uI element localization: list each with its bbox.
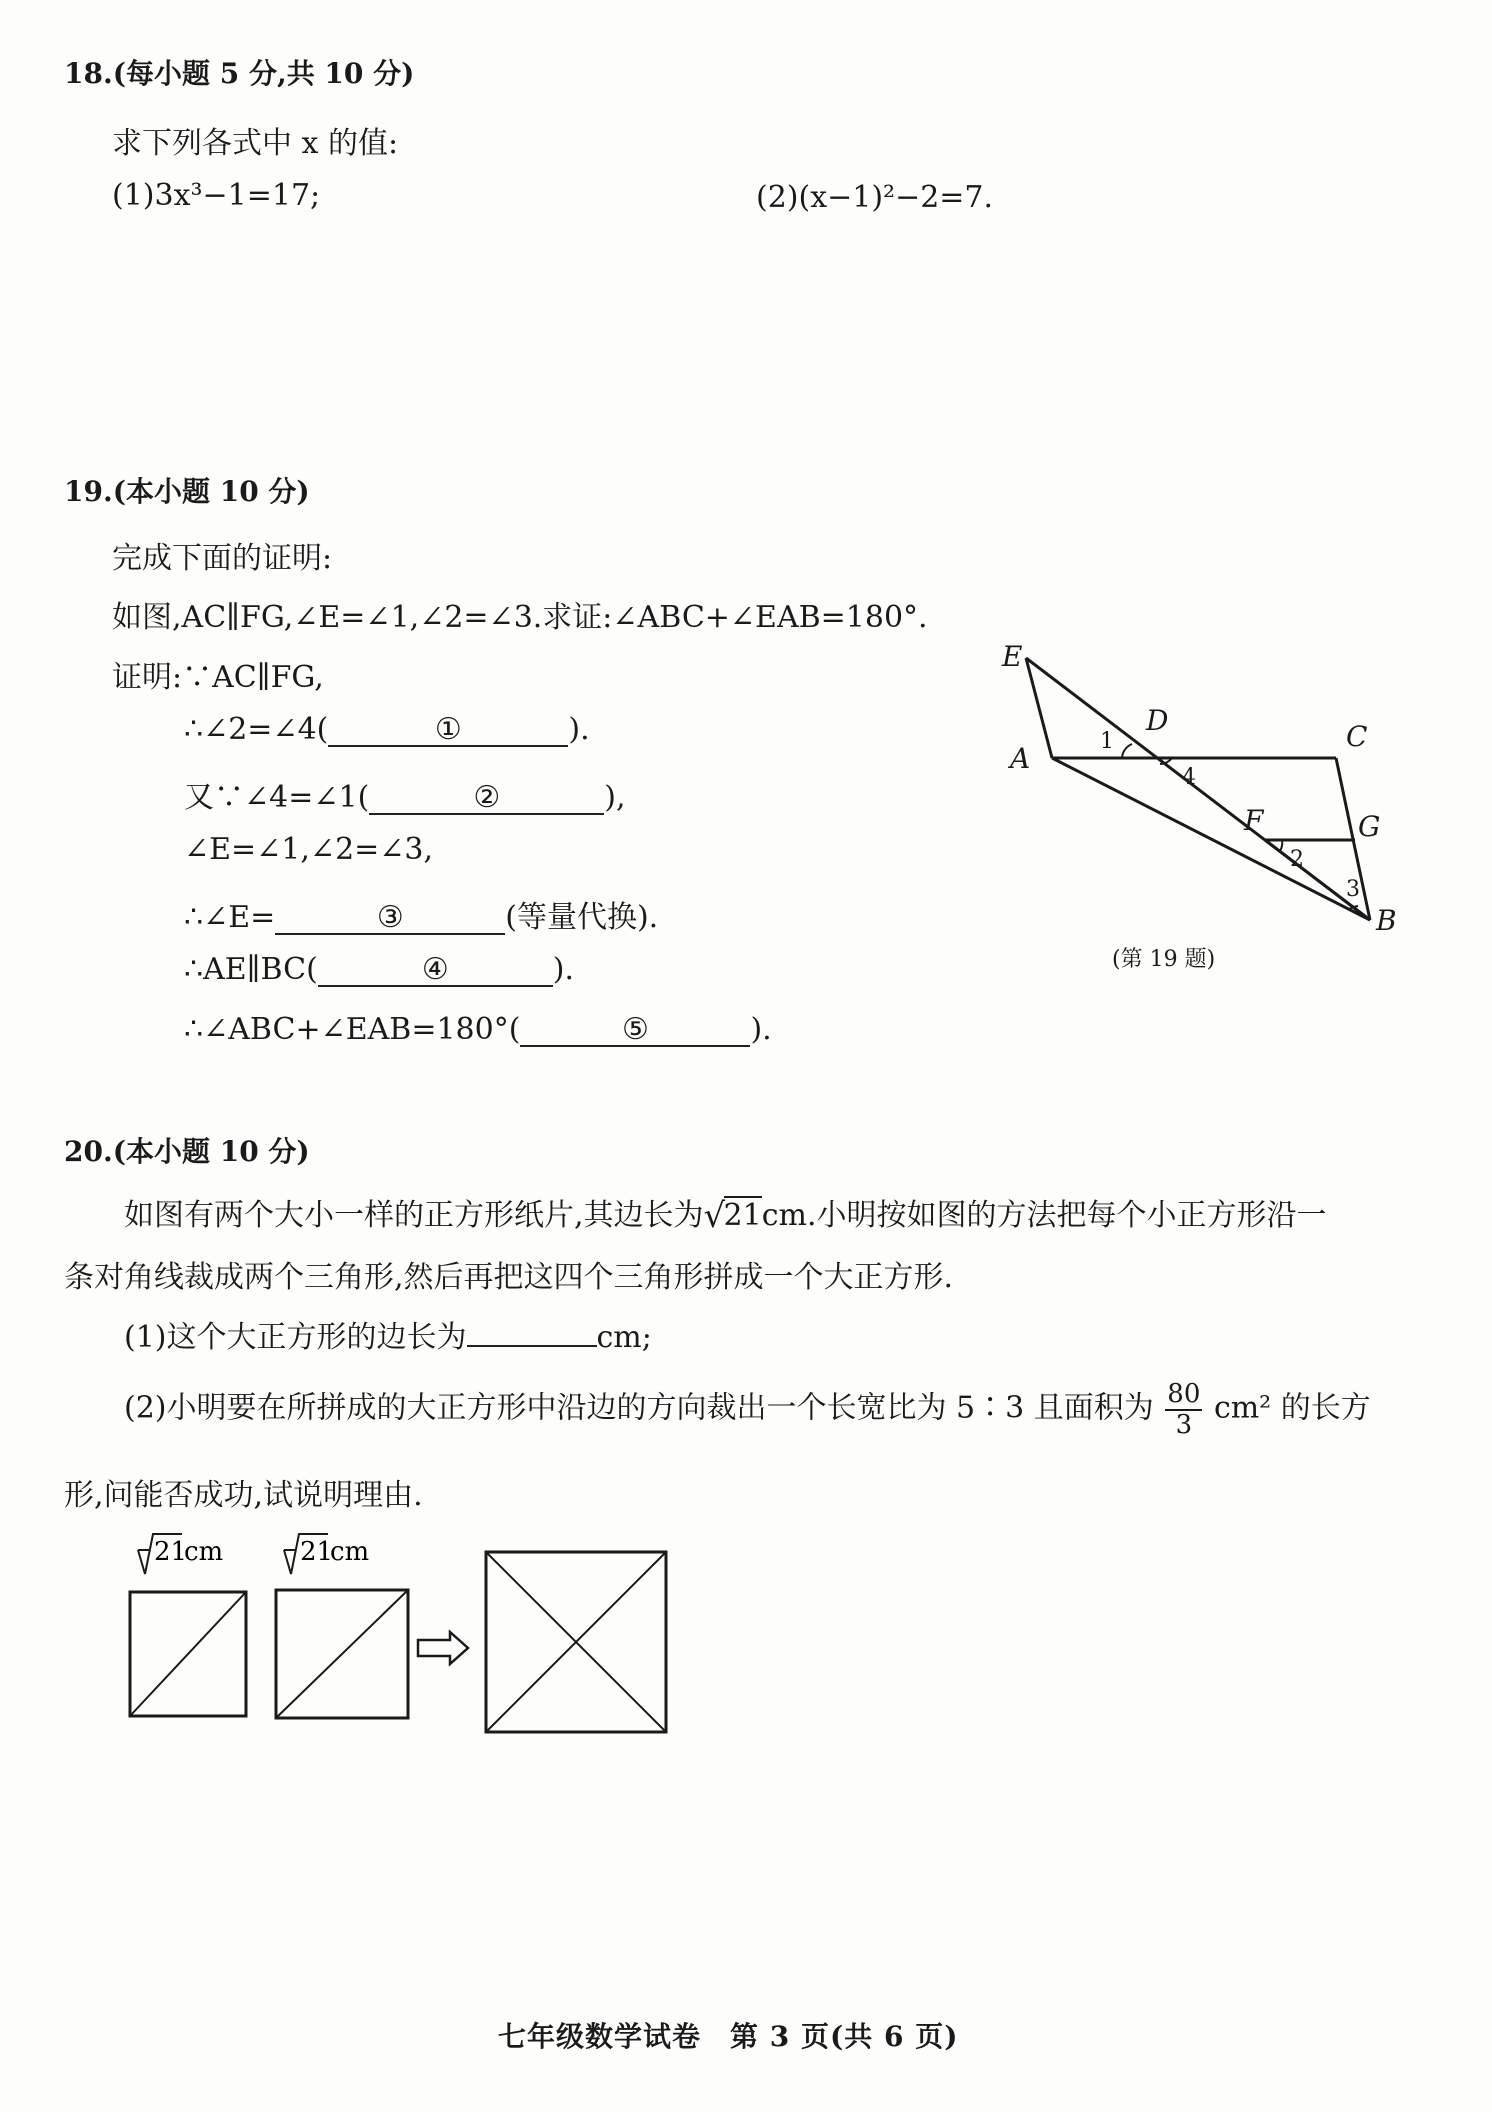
fraction-numerator: 80 (1167, 1379, 1201, 1409)
q19-proof-line5 (184, 952, 574, 987)
label-e: E (1002, 640, 1023, 673)
q20-squares-figure (120, 1530, 690, 1770)
q18-part2: (2)(x−1)²−2=7. (756, 180, 994, 215)
q20-para2: 条对角线裁成两个三角形,然后再把这四个三角形拼成一个大正方形. (64, 1260, 954, 1295)
blank-1: ① (328, 715, 568, 747)
blank-2: ② (369, 783, 604, 815)
q18-prompt: 求下列各式中 x 的值: (112, 126, 399, 161)
q19-proof-line3: ∠E=∠1,∠2=∠3, (184, 832, 434, 867)
label-f: F (1244, 804, 1264, 837)
small-square-1 (130, 1534, 246, 1716)
blank-3: ③ (275, 903, 505, 935)
page-footer: 七年级数学试卷 第 3 页(共 6 页) (498, 2020, 959, 2053)
diagonal-line (130, 1592, 246, 1716)
q20-answer-blank (467, 1317, 597, 1347)
fig-cm-a: cm (184, 1537, 224, 1567)
q18-header: 18.(每小题 5 分,共 10 分) (64, 57, 415, 90)
q20-part2 (124, 1380, 1371, 1439)
sqrt-expression (703, 1196, 762, 1236)
sqrt-radicand: 21 (723, 1198, 762, 1233)
q19-geometry-figure (960, 630, 1420, 960)
q20-part2-b: cm² 的长方 (1213, 1390, 1371, 1426)
q19-proof-intro: 证明:∵AC∥FG, (112, 660, 324, 695)
blank-5: ⑤ (520, 1015, 750, 1047)
q19-header: 19.(本小题 10 分) (64, 475, 310, 508)
q19-proof-line2 (184, 772, 626, 816)
q19-figure-caption: (第 19 题) (1112, 947, 1216, 972)
label-angle-1: 1 (1100, 729, 1114, 754)
small-square-2 (276, 1534, 408, 1718)
line1-prefix: ∴∠2=∠4( (184, 712, 329, 747)
q19-statement: 如图,AC∥FG,∠E=∠1,∠2=∠3.求证:∠ABC+∠EAB=180°. (112, 600, 928, 635)
line5-prefix: ∴AE∥BC( (184, 952, 318, 987)
label-angle-2: 2 (1290, 847, 1304, 872)
line4-prefix: ∴∠E= (184, 900, 276, 935)
q18-part1: (1)3x³−1=17; (112, 178, 321, 213)
q20-part2-a: (2)小明要在所拼成的大正方形中沿边的方向裁出一个长宽比为 5∶3 且面积为 (124, 1390, 1154, 1426)
q20-part1-b: cm; (596, 1320, 652, 1355)
q20-header: 20.(本小题 10 分) (64, 1135, 310, 1168)
diagonal-line (276, 1590, 408, 1718)
line6-prefix: ∴∠ABC+∠EAB=180°( (184, 1012, 521, 1047)
angle-2-arc (1280, 840, 1282, 851)
label-d: D (1146, 704, 1169, 737)
line2-suffix: ), (604, 780, 626, 815)
q19-proof-line4 (184, 892, 658, 936)
line5-suffix: ). (552, 952, 575, 987)
label-angle-4: 4 (1182, 765, 1196, 790)
q19-proof-line1 (184, 712, 590, 747)
q20-part1-a: (1)这个大正方形的边长为 (124, 1320, 467, 1355)
angle-1-arc (1122, 744, 1132, 758)
label-b: B (1376, 904, 1397, 937)
label-c: C (1346, 720, 1368, 753)
q20-para1 (124, 1190, 1327, 1234)
right-arrow-icon (418, 1632, 468, 1664)
label-angle-3: 3 (1346, 877, 1360, 902)
fraction (1165, 1380, 1202, 1439)
line4-suffix: (等量代换). (505, 900, 659, 935)
line1-suffix: ). (568, 712, 590, 747)
q20-part1 (124, 1312, 652, 1356)
q20-part2-cont: 形,问能否成功,试说明理由. (64, 1478, 423, 1513)
fig-cm-b: cm (330, 1537, 370, 1567)
fig-sqrt-21-a: 21 (154, 1537, 188, 1567)
q20-para1-a: 如图有两个大小一样的正方形纸片,其边长为 (124, 1198, 704, 1233)
q19-proof-line6 (184, 1012, 772, 1047)
line2-prefix: 又∵∠4=∠1( (184, 780, 370, 815)
label-g: G (1358, 810, 1381, 843)
radical-sign: √ (703, 1196, 726, 1236)
label-a: A (1010, 742, 1031, 775)
blank-4: ④ (318, 955, 553, 987)
q19-prompt: 完成下面的证明: (112, 541, 333, 576)
line6-suffix: ). (750, 1012, 772, 1047)
fig-sqrt-21-b: 21 (300, 1537, 334, 1567)
fraction-denominator: 3 (1175, 1409, 1193, 1440)
q20-para1-b: cm.小明按如图的方法把每个小正方形沿一 (761, 1198, 1327, 1233)
big-square (486, 1552, 666, 1732)
